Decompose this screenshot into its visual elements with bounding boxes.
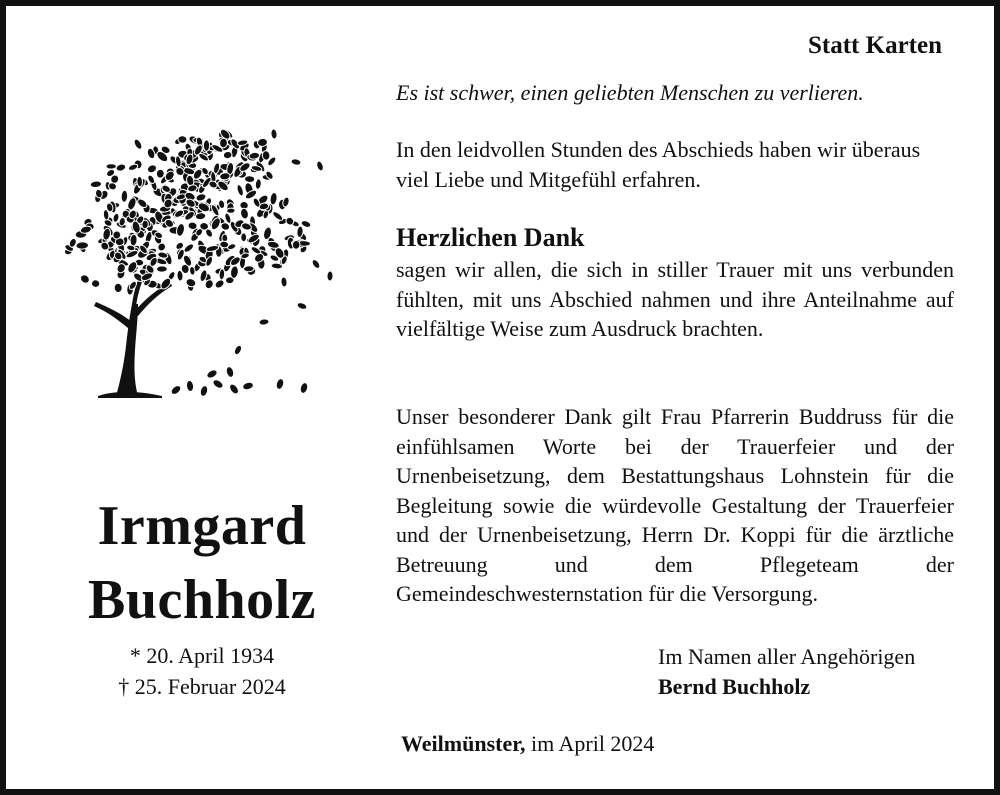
death-date: † 25. Februar 2024 xyxy=(118,674,286,699)
place-name: Weilmünster, xyxy=(401,731,526,756)
thanks-paragraph: sagen wir allen, die sich in stiller Trauer mit uns verbunden fühlten, mit uns Abschied nahmen und ihre Anteilnahme auf vielfältige Weise zum Ausdruck brachten. xyxy=(396,257,954,341)
signature-block xyxy=(658,642,915,702)
wind-blown-tree-icon xyxy=(58,114,343,404)
motto-line: Es ist schwer, einen geliebten Menschen zu verlieren. xyxy=(396,80,864,105)
notice-label: Statt Karten xyxy=(808,32,942,59)
thanks-heading: Herzlichen Dank xyxy=(396,223,585,252)
birth-date: * 20. April 1934 xyxy=(129,643,275,668)
special-thanks-paragraph: Unser besonderer Dank gilt Frau Pfarrerin Buddruss für die einfühlsamen Worte bei der Trauerfeier und der Urnenbeisetzung, dem Bestattungshaus Lohnstein für die Begleitung sowie die würdevolle Gestaltung der Trauerfeier und der Urnenbeisetzung, Herrn Dr. Koppi für die ärztliche Betreuung und dem Pflegeteam der Gemeindeschwesternstation für die Versorgung. xyxy=(396,404,954,606)
deceased-last-name: Buchholz xyxy=(87,569,317,631)
place-and-date xyxy=(401,729,654,759)
life-dates xyxy=(52,640,352,702)
date-text: im April 2024 xyxy=(525,731,655,756)
deceased-first-name: Irmgard xyxy=(97,495,307,557)
signature-line: Im Namen aller Angehörigen xyxy=(658,644,916,669)
signature-name: Bernd Buchholz xyxy=(658,674,811,699)
intro-paragraph: In den leidvollen Stunden des Abschieds haben wir überaus viel Liebe und Mitgefühl erfahren. xyxy=(396,137,921,192)
